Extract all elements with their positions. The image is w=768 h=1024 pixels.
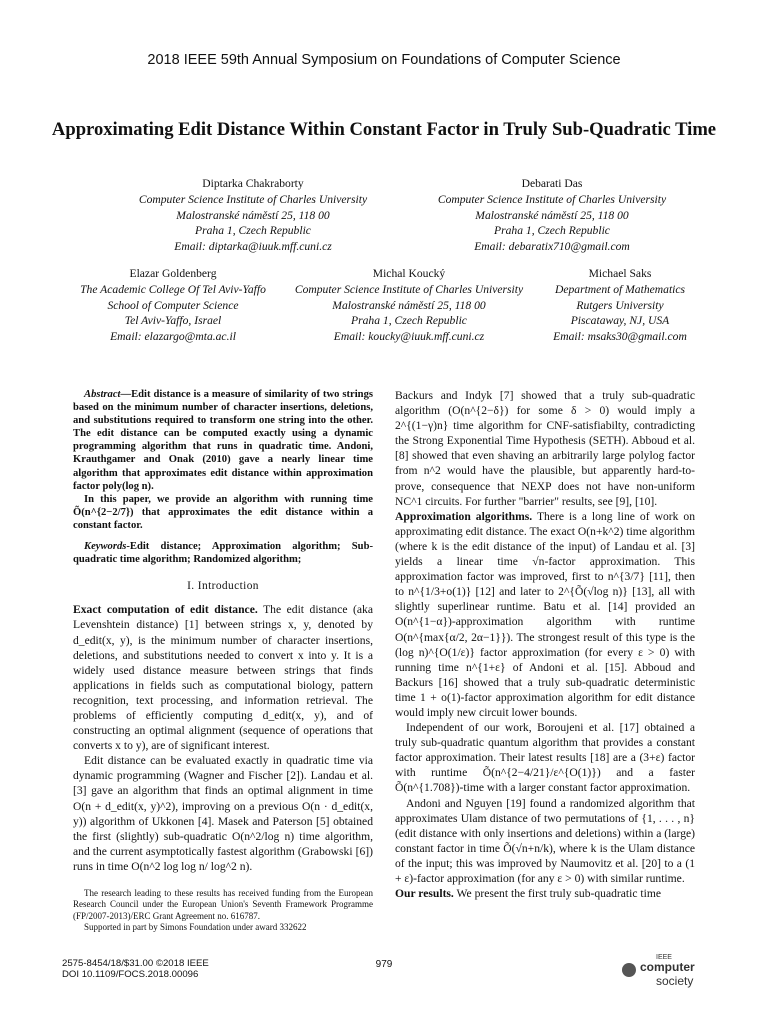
abstract [73,388,373,493]
paragraph-text: There is a long line of work on approximating edit distance. The exact O(n+k^2) time algorithm (where k is the edit distance of the input) of Landau et al. [3] yields a linear time √n-factor approximation. This approximation factor was improved, first to n^{3/7} [11], then to n^{1/3+o(1)} [12] and later to 2^{Õ(√log n)} [13], all with slightly superlinear runtime. Batu et al. [14] provided an O(n^{1−α})-approximation algorithm with runtime O(n^{max{α/2, 2α−1}}). The strongest result of this type is the (log n)^{O(1/ε)} factor approximation (for every ε > 0) with running time n^{1+ε} of Andoni et al. [15]. Abboud and Backurs [16] showed that a truly sub-quadratic deterministic time 1 + o(1)-factor approximation algorithm for edit distance would imply new circuit lower bounds. [395,509,695,719]
paragraph [395,509,695,720]
author-city: Tel Aviv-Yaffo, Israel [124,314,222,328]
page-number: 979 [375,959,393,970]
abstract-text: —Edit distance is a measure of similarity of two strings based on the minimum number of character insertions, deletions, and substitutions required to transform one string into the other. The edit distance can be computed exactly using a dynamic programming algorithm that runs in quadratic time. Andoni, Krauthgamer and Onak (2010) gave a nearly linear time algorithm that approximates edit distance within approximation factor poly(log n). [73,389,373,492]
author-block [62,266,284,345]
author-name: Michael Saks [588,267,652,280]
right-column [395,388,695,901]
copyright-line: 2575-8454/18/$31.00 ©2018 IEEE [62,958,209,969]
author-city: Praha 1, Czech Republic [351,314,467,328]
paper-title: Approximating Edit Distance Within Constant Factor in Truly Sub-Quadratic Time [51,119,717,140]
paragraph: Independent of our work, Boroujeni et al. [17] obtained a truly sub-quadratic quantum algorithm that provides a constant factor approximation. Their latest results [18] are a (3+ε) factor with runtime Õ(n^{2−4/21}/ε^{O(1)}) and a faster Õ(n^{1.708})-time with a larger constant factor approximation. [395,721,695,795]
paragraph [73,602,373,753]
author-block [534,266,706,345]
author-block [108,176,398,255]
footnote: The research leading to these results has received funding from the European Research Council under the European Union's Seventh Framework Programme (FP/2007-2013)/ERC Grant Agreement no. 616787. [73,888,373,921]
author-email: Email: diptarka@iuuk.mff.cuni.cz [174,240,332,254]
author-email: Email: elazargo@mta.ac.il [110,330,236,344]
author-email: Email: debaratix710@gmail.com [474,240,630,254]
abstract-label: Abstract [84,389,121,400]
keywords [73,540,373,566]
logo-society-text: society [656,974,694,988]
author-affiliation: The Academic College Of Tel Aviv-Yaffo [80,282,266,296]
logo-ieee-text: IEEE [656,954,672,961]
author-address: Malostranské náměstí 25, 118 00 [332,298,486,312]
run-in-heading: Exact computation of edit distance. [73,603,258,617]
paragraph: Edit distance can be evaluated exactly in quadratic time via dynamic programming (Wagner and Fischer [2]). Landau et al. [3] gave an algorithm that finds an optimal alignment in time O(n + d_edit(x, y)^2), improving on a previous O(n · d_edit(x, y)) algorithm of Ukkonen [4]. Masek and Paterson [5] obtained the first (slightly) sub-quadratic O(n^2/log n) time algorithm, and the current asymptotically fastest algorithm (Grabowski [6]) runs in time O(n^2 log log n/ log^2 n). [73,754,373,873]
author-affiliation: Computer Science Institute of Charles University [294,282,524,296]
author-name: Elazar Goldenberg [129,267,217,280]
section-heading: I. Introduction [187,580,259,593]
paragraph: Andoni and Nguyen [19] found a randomized algorithm that approximates Ulam distance of two permutations of {1, . . . , n} (edit distance with only insertions and deletions) within a (large) constant factor in time Õ(√n+n/k), where k is the Ulam distance of the input; this was improved by Naumovitz et al. [20] to a (1 + ε)-factor approximation (for any ε > 0) with similar runtime. [395,796,695,885]
author-block [404,176,700,255]
author-address: Malostranské náměstí 25, 118 00 [176,208,330,222]
author-email: Email: msaks30@gmail.com [553,330,687,344]
ieee-computer-society-logo [622,954,704,990]
author-name: Diptarka Chakraborty [202,177,304,190]
run-in-heading: Our results. [395,887,454,901]
author-affiliation: Department of Mathematics [554,282,686,296]
footnote: Supported in part by Simons Foundation under award 332622 [84,922,307,933]
author-block [286,266,532,345]
author-city: Praha 1, Czech Republic [195,224,311,238]
logo-computer-text: computer [640,960,695,974]
doi-line: DOI 10.1109/FOCS.2018.00096 [62,969,199,981]
keywords-label: Keywords [84,541,127,553]
author-affiliation: Computer Science Institute of Charles University [138,192,368,206]
paragraph-text: The edit distance (aka Levenshtein distance) [1] between strings x, y, denoted by d_edit(x, y), is the minimum number of character insertions, deletions, and substitutions needed to convert x into y. It is a widely used distance measure between strings that finds applications in fields such as computational biology, pattern recognition, text processing, and information retrieval. The problems of efficiently computing d_edit(x, y), and of constructing an optimal alignment (sequence of operations that converts x to y), are of significant interest. [73,603,374,753]
author-address: Rutgers University [576,298,664,312]
author-name: Debarati Das [521,177,583,190]
conference-header: 2018 IEEE 59th Annual Symposium on Foundations of Computer Science [147,52,621,68]
paragraph-text: We present the first truly sub-quadratic time [453,887,662,901]
author-address: School of Computer Science [107,298,239,312]
author-city: Piscataway, NJ, USA [570,314,670,328]
paragraph [395,886,695,901]
paragraph: Backurs and Indyk [7] showed that a truly sub-quadratic algorithm (O(n^{2−δ}) for some δ > 0) would imply a 2^{(1−γ)n} time algorithm for CNF-satisfiabilty, contradicting the Strong Exponential Time Hypothesis (SETH). Abboud et al. [8] showed that even shaving an arbitrarily large polylog factor from n^2 would have the plausible, but apparently hard-to-prove, consequence that NEXP does not have non-uniform NC^1 circuits. For further "barrier" results, see [9], [10]. [395,389,695,508]
author-name: Michal Koucký [372,267,446,280]
left-column [73,388,373,934]
logo-circle-icon [622,963,636,977]
author-city: Praha 1, Czech Republic [494,224,610,238]
abstract-paragraph-2: In this paper, we provide an algorithm with running time Õ(n^{2−2/7}) that approximates the edit distance within a constant factor. [73,493,373,531]
author-affiliation: Computer Science Institute of Charles University [437,192,667,206]
run-in-heading: Approximation algorithms. [395,509,533,523]
keywords-text: -Edit distance; Approximation algorithm; Sub-quadratic time algorithm; Randomized algorithm; [73,541,373,566]
author-email: Email: koucky@iuuk.mff.cuni.cz [333,330,485,344]
author-address: Malostranské náměstí 25, 118 00 [475,208,629,222]
